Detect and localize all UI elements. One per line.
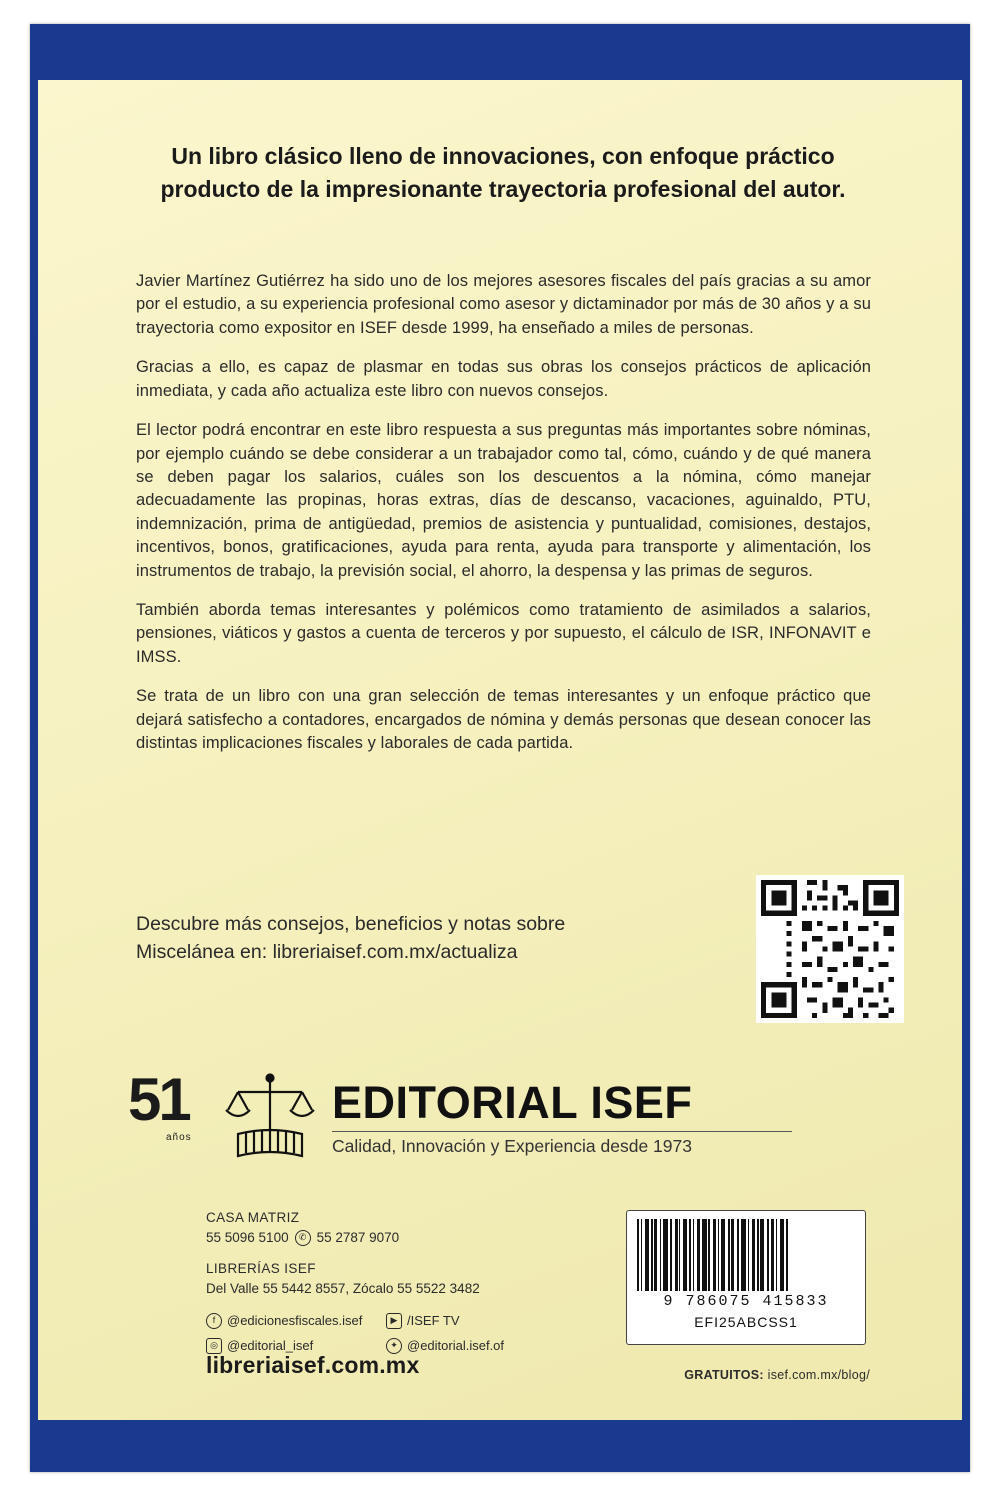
description-body: [136, 270, 871, 772]
social-handle: @editorial.isef.of: [407, 1337, 505, 1353]
gratuitos-label: GRATUITOS:: [684, 1368, 764, 1382]
social-links: [206, 1309, 566, 1358]
social-facebook[interactable]: [206, 1309, 386, 1334]
headline-text: Un libro clásico lleno de innovaciones, con enfoque práctico producto de la impresionante trayectoria profesional del autor.: [160, 143, 846, 202]
paragraph: Se trata de un libro con una gran selección de temas interesantes y un enfoque práctico que dejará satisfecho a contadores, encargados de nómina y demás personas que desean conocer las distintas implicaciones fiscales y laborales de cada partida.: [136, 687, 871, 753]
casa-matriz-phone: 55 5096 5100: [206, 1230, 289, 1246]
gratuitos-note: [684, 1368, 870, 1382]
scales-of-justice-icon: [220, 1070, 320, 1166]
youtube-icon: ▶: [386, 1313, 402, 1329]
qr-code-icon: [756, 875, 904, 1023]
social-handle: @edicionesfiscales.isef: [227, 1313, 363, 1328]
publisher-name: EDITORIAL ISEF: [332, 1076, 693, 1128]
internal-code: EFI25ABCSS1: [694, 1314, 798, 1330]
contact-block: [206, 1208, 566, 1358]
whatsapp-icon: ✆: [295, 1230, 311, 1246]
website-url[interactable]: libreriaisef.com.mx: [206, 1352, 420, 1378]
gratuitos-value[interactable]: isef.com.mx/blog/: [767, 1368, 870, 1382]
paragraph: También aborda temas interesantes y polémicos como tratamiento de asimilados a salarios, pensiones, viáticos y gastos a cuenta de terceros y por supuesto, el cálculo de ISR, INFONAVIT e IMSS.: [136, 601, 871, 666]
promo-line-2: Miscelánea en: libreriaisef.com.mx/actualiza: [136, 941, 518, 964]
back-cover-panel: [38, 80, 962, 1420]
publisher-lockup: [128, 1066, 868, 1166]
anniversary-label: años: [166, 1132, 192, 1143]
casa-matriz-label: CASA MATRIZ: [206, 1210, 300, 1225]
twitter-icon: ✦: [386, 1338, 402, 1354]
instagram-icon: ◎: [206, 1338, 222, 1354]
publisher-tagline: Calidad, Innovación y Experiencia desde 1973: [332, 1131, 792, 1157]
casa-matriz-whatsapp: 55 2787 9070: [316, 1230, 400, 1246]
facebook-icon: f: [206, 1313, 222, 1329]
isbn-number: 9 786075 415833: [663, 1293, 829, 1310]
anniversary-number: 51: [128, 1066, 189, 1133]
barcode-bars: [637, 1219, 855, 1291]
paragraph: El lector podrá encontrar en este libro respuesta a sus preguntas más importantes sobre nóminas, por ejemplo cuándo se debe considerar a un trabajador como tal, cómo, cuándo y de qué manera se deben pagar los salarios, cuáles son los descuentos a la nómina, cómo manejar adecuadamente las propinas, horas extras, días de descanso, vacaciones, aguinaldo, PTU, indemnización, prima de antigüedad, premios de asistencia y puntualidad, comisiones, destajos, incentivos, bonos, gratificaciones, ayuda para renta, ayuda para transporte y alimentación, los instrumentos de trabajo, la previsión social, el ahorro, la despensa y las primas de seguros.: [136, 421, 871, 580]
barcode: [626, 1210, 866, 1345]
paragraph: Javier Martínez Gutiérrez ha sido uno de los mejores asesores fiscales del país gracias a su amor por el estudio, a su experiencia profesional como asesor y dictaminador por más de 30 años y a su trayectoria como expositor en ISEF desde 1999, ha enseñado a miles de personas.: [136, 272, 871, 337]
social-handle: /ISEF TV: [407, 1313, 460, 1328]
librerias-detail: Del Valle 55 5442 8557, Zócalo 55 5522 3482: [206, 1280, 480, 1296]
promo-text-block: [136, 910, 696, 967]
social-handle: @editorial_isef: [227, 1337, 314, 1353]
anniversary-badge: [128, 1066, 224, 1166]
librerias-label: LIBRERÍAS ISEF: [206, 1260, 316, 1276]
paragraph: Gracias a ello, es capaz de plasmar en todas sus obras los consejos prácticos de aplicación inmediata, y cada año actualiza este libro con nuevos consejos.: [136, 358, 871, 400]
promo-line-1: Descubre más consejos, beneficios y notas sobre: [136, 913, 566, 935]
social-youtube[interactable]: [386, 1309, 566, 1334]
